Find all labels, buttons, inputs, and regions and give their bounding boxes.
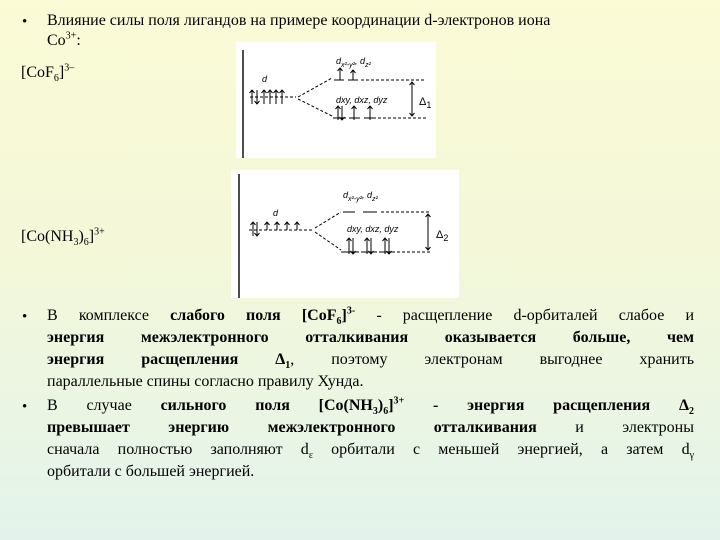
t2g-level-2 — [341, 214, 431, 254]
upper-orbital-label-2: $d_{x^2-y^2}$, $d_{z^2}$ — [343, 190, 378, 203]
bullet-intro: • — [22, 14, 28, 30]
intro-line-1 — [47, 12, 550, 30]
intro-line-2 — [47, 32, 81, 50]
para1-line-2: энергия межэлектронного отталкивания оказывается больше, чем — [47, 329, 694, 346]
ion-symbol: Co — [47, 32, 66, 49]
splitting-diagram-1 — [236, 42, 436, 158]
delta-2-label: $\Delta_2$ — [436, 229, 449, 243]
diagram-panel-2 — [231, 170, 459, 298]
complex1-pre: [CoF — [21, 64, 54, 81]
complex2-post: ] — [88, 228, 95, 245]
para2-line-4: орбитали с большей энергией. — [47, 463, 255, 480]
complex1-formula — [21, 62, 75, 85]
para2-line-2: превышает энергию межэлектронного отталкивания и электроны — [47, 419, 694, 436]
d-label-1: d — [262, 74, 268, 84]
eg-level-1 — [334, 68, 426, 80]
complex2-sub: 3 — [73, 237, 79, 249]
splitting-diagram-2 — [231, 170, 459, 298]
complex2-charge: 3+ — [94, 226, 105, 238]
intro-colon: : — [76, 32, 81, 49]
ion-charge: 3+ — [65, 30, 77, 42]
para1-line-1: В комплексе слабого поля $[CoF_6]^{3-}$ - расщепление d-орбиталей слабое и — [47, 305, 695, 328]
lower-orbital-label-2: dxy, dxz, dyz — [347, 224, 399, 234]
delta-1-label: $\Delta_1$ — [419, 96, 432, 110]
upper-orbital-label-1: $d_{x^2-y^2}$, $d_{z^2}$ — [336, 56, 371, 69]
weak-field-term: слабого поля — [170, 307, 281, 324]
bullet-para-1: • — [22, 309, 28, 325]
para2-line-1: В случае сильного поля $[Co(NH_3)_6]^{3+}$ - энергия расщепления $\Delta_2$ — [47, 395, 694, 418]
complex2-formula — [21, 226, 105, 249]
free-ion-electrons-2 — [249, 212, 341, 250]
d-label-2: d — [273, 208, 279, 218]
strong-field-term: сильного поля — [160, 397, 290, 414]
complex1-post: ] — [58, 64, 65, 81]
para1-line-3: энергия расщепления $\Delta_1$, поэтому электронам выгоднее хранить — [47, 351, 694, 372]
complex1-charge: 3– — [64, 62, 75, 74]
para1-line-4: параллельные спины согласно правилу Хунда. — [47, 373, 364, 390]
para2-line-3: сначала полностью заполняют $d_\varepsilon$ орбитали с меньшей энергией, а затем $d_\gamma$ — [47, 441, 695, 462]
bullet-para-2: • — [22, 399, 28, 415]
complex2-sub2: 6 — [83, 237, 89, 249]
diagram-panel-1 — [236, 42, 436, 158]
intro-text: Влияние силы поля лигандов на примере координации d-электронов иона — [47, 12, 551, 29]
complex1-sub: 6 — [53, 73, 59, 85]
complex2-pre: [Co(NH — [21, 228, 74, 245]
lower-orbital-label-1: dxy, dxz, dyz — [336, 95, 388, 105]
complex2-mid: ) — [78, 228, 84, 245]
